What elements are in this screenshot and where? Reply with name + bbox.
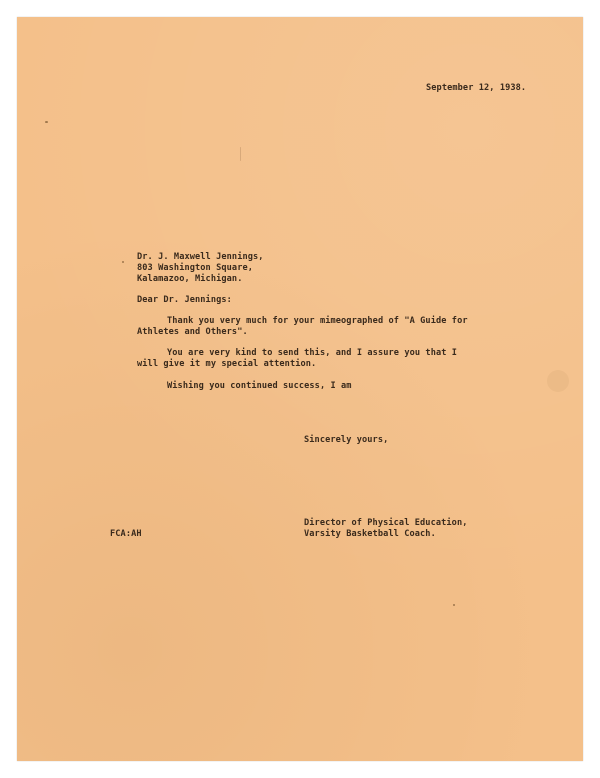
paper-scratch — [240, 147, 241, 161]
recipient-city: Kalamazoo, Michigan. — [137, 274, 243, 284]
paragraph-line: Thank you very much for your mimeographed of "A Guide for — [167, 316, 468, 326]
recipient-name: Dr. J. Maxwell Jennings, — [137, 252, 264, 262]
paragraph-line: will give it my special attention. — [137, 359, 317, 369]
paper-speck — [45, 121, 48, 123]
paper-speck — [453, 604, 455, 606]
recipient-street: 803 Washington Square, — [137, 263, 254, 273]
closing: Sincerely yours, — [304, 435, 389, 445]
letter-date: September 12, 1938. — [426, 83, 527, 93]
typist-initials: FCA:AH — [110, 529, 142, 539]
letter-page — [17, 17, 583, 761]
salutation: Dear Dr. Jennings: — [137, 295, 232, 305]
paper-speck — [122, 261, 124, 263]
paragraph-line: Wishing you continued success, I am — [167, 381, 352, 391]
paper-stain — [547, 370, 569, 392]
paragraph-line: Athletes and Others". — [137, 327, 248, 337]
signature-title-line: Director of Physical Education, — [304, 518, 468, 528]
paragraph-line: You are very kind to send this, and I assure you that I — [167, 348, 458, 358]
signature-title-line: Varsity Basketball Coach. — [304, 529, 436, 539]
